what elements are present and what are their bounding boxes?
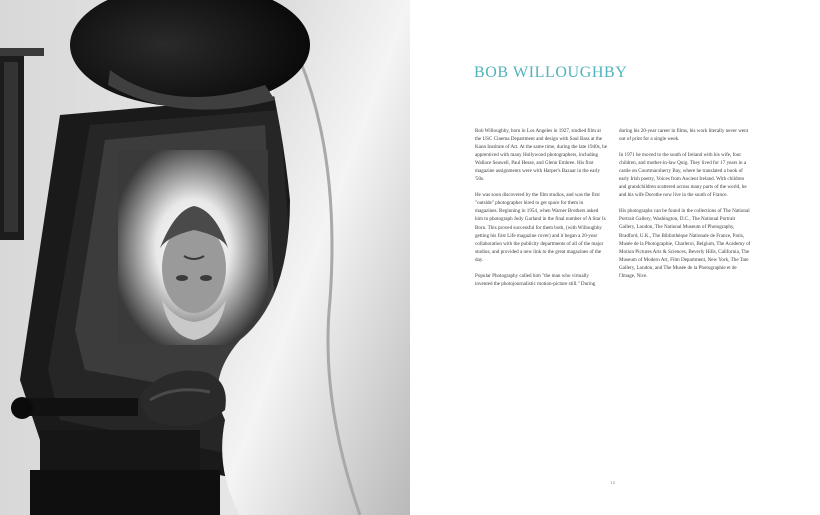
page-number: 12: [610, 480, 616, 485]
paragraph: His photographs can be found in the collections of The National Portrait Gallery, Washington, D.C., The National Portrait Gallery, London, The National Museum of Photography, Bradford, U.K., The Bibliothèque Nationale de France, Paris, Musée de la Photographie, Charleroi, Belgium, The Academy of Motion Pictures Arts & Sciences, Beverly Hills, California, The Museum of Modern Art, Film Department, New York, The Tate Gallery, London, and The Musée de la Photographie et de l'Image, Nice.: [619, 208, 751, 279]
paragraph: He was soon discovered by the film studios, and was the first "outside" photographer hired to get space for them in magazines. Beginning in 1954, when Warner Brothers asked him to photograph Judy Garland in the final number of A Star Is Born. This proved successful for them both, (with Willoughby getting his first Life magazine cover) and it began a 20-year collaboration with the publicity departments of all of the major studios, and provided a new link to the great magazines of the day.: [475, 192, 606, 263]
text-page: [410, 0, 820, 515]
text-column-left: [475, 127, 607, 296]
article-title: BOB WILLOUGHBY: [474, 64, 628, 81]
focus-knob: [11, 397, 33, 419]
paragraph: Popular Photography called him "the man who virtually invented the photojournalistic motion-picture still." During: [475, 272, 596, 287]
paragraph: Bob Willoughby, born in Los Angeles in 1927, studied film at the USC Cinema Department and design with Saul Bass at the Kann Institute of Art. At the same time, during the late 1940s, he apprenticed with many Hollywood photographers, including Wallace Seawell, Paul Hesse, and Glenn Embree. His first magazine assignments were with Harper's Bazaar in the early '50s.: [475, 128, 607, 183]
camera-rail: [18, 398, 138, 416]
text-column-right: [619, 127, 751, 288]
paragraph: In 1971 he moved to the south of Ireland with his wife, four children, and mother-in-law Quig. They lived for 17 years in a castle on Courtmacsherry Bay, where he translated a book of early Irish poetry, Voices from Ancient Ireland. With children and grandchildren scattered across many parts of the world, he and his wife Dorothe now live in the south of France.: [619, 152, 747, 199]
paragraph: during his 20-year career in films, his work literally never went out of print for a single week.: [619, 128, 749, 143]
